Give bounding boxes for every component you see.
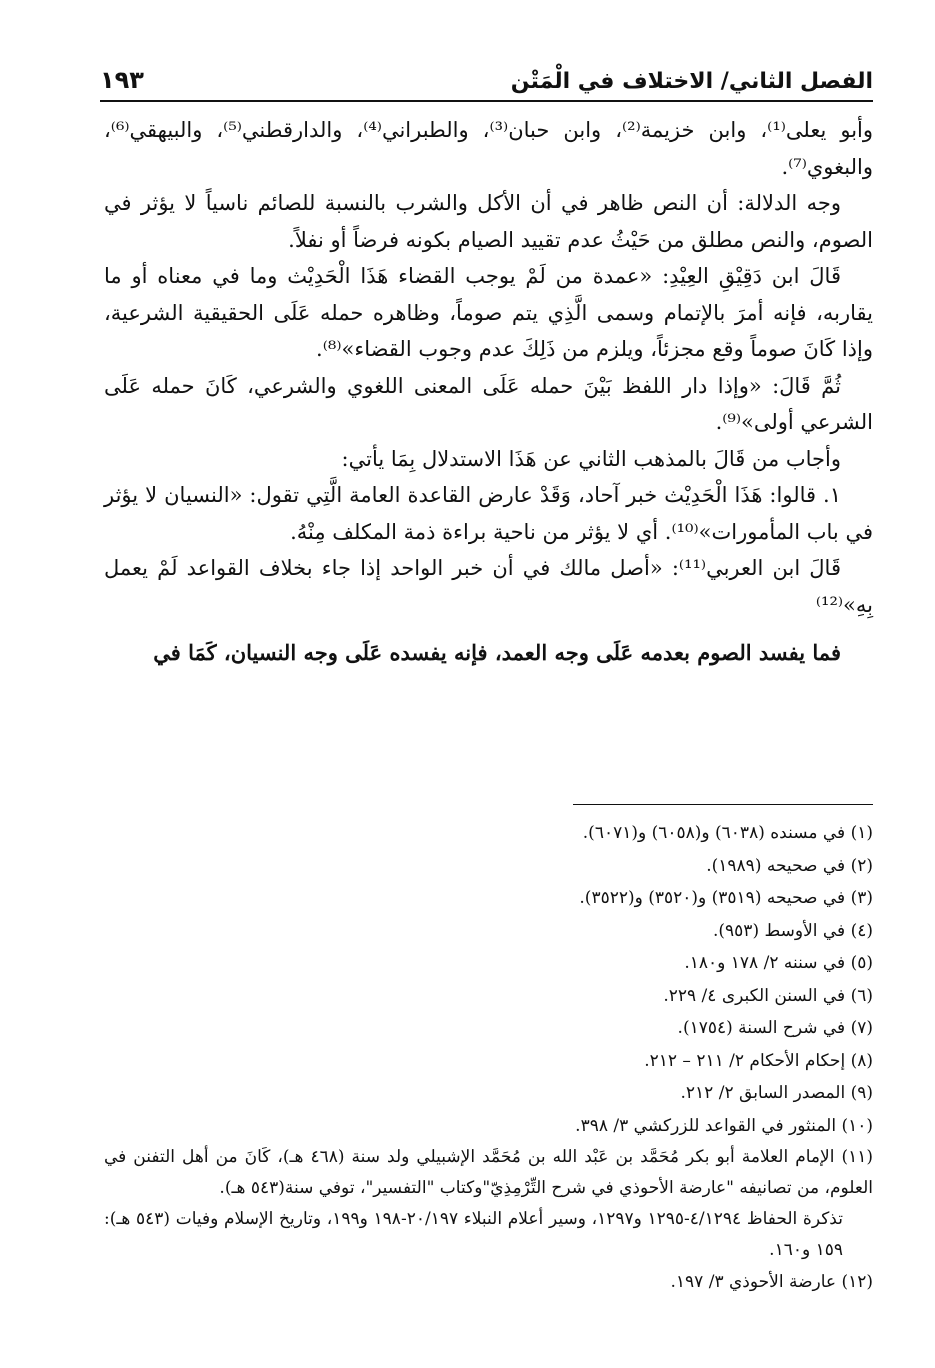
- paragraph: ثُمَّ قَالَ: «وإذا دار اللفظ بَيْنَ حمله عَلَى المعنى اللغوي والشرعي، كَانَ حمله عَلَى الشرعي أولى»⁽⁹⁾.: [104, 373, 873, 434]
- footnote: (١٠) المنثور في القواعد للزركشي ٣/ ٣٩٨.: [575, 1115, 873, 1136]
- footnote: (١١) الإمام العلامة أبو بكر مُحَمَّد بن عَبْد الله بن مُحَمَّد الإشبيلي ولد سنة (٤٦٨ هـ)، كَانَ من أهل التفنن في العلوم، من تصانيفه "عارضة الأحوذي في شرح التِّرْمِذِيّ"وكتاب "التفسير"، توفي سنة(٥٤٣ هـ).: [104, 1147, 873, 1198]
- footnote: (٦) في السنن الكبرى ٤/ ٢٢٩.: [663, 985, 873, 1006]
- paragraph: قَالَ ابن دَقِيْقِ العِيْدِ: «عمدة من لَمْ يوجب القضاء هَذَا الْحَدِيْث وما في معناه أو ما يقاربه، فإنه أمرَ بالإتمام وسمى الَّذِي يتم صوماً، وظاهره حمله عَلَى الحقيقية الشرعية، وإذا كَانَ صوماً وقع مجزئاً، ويلزم من ذَلِكَ عدم وجوب القضاء»⁽⁸⁾.: [104, 264, 873, 361]
- paragraph: قَالَ ابن العربي⁽¹¹⁾: «أصل مالك في أن خبر الواحد إذا جاء بخلاف القواعد لَمْ يعمل بِهِ»⁽¹²⁾: [104, 556, 873, 617]
- page-header: [100, 56, 873, 102]
- paragraph: ١. قالوا: هَذَا الْحَدِيْث خبر آحاد، وَقَدْ عارض القاعدة العامة الَّتِي تقول: «النسيان لا يؤثر في باب المأمورات»⁽¹⁰⁾. أي لا يؤثر من ناحية براءة ذمة المكلف مِنْهُ.: [104, 483, 873, 544]
- footnote: (٥) في سننه ٢/ ١٧٨ و١٨٠.: [684, 953, 873, 973]
- paragraph: فما يفسد الصوم بعدمه عَلَى وجه العمد، فإنه يفسده عَلَى وجه النسيان، كَمَا في: [153, 640, 841, 665]
- footnote: (٨) إحكام الأحكام ٢/ ٢١١ – ٢١٢.: [644, 1050, 873, 1071]
- footnote-separator: [573, 804, 873, 805]
- main-text: [104, 112, 873, 672]
- paragraph: وأبو يعلى⁽¹⁾، وابن خزيمة⁽²⁾، وابن حبان⁽³⁾، والطبراني⁽⁴⁾، والدارقطني⁽⁵⁾، والبيهقي⁽⁶⁾، والبغوي⁽⁷⁾.: [104, 118, 874, 179]
- footnote: (٣) في صحيحه (٣٥١٩) و(٣٥٢٠) و(٣٥٢٢).: [579, 888, 873, 908]
- footnote: (١) في مسنده (٦٠٣٨) و(٦٠٥٨) و(٦٠٧١).: [582, 823, 873, 843]
- paragraph: وجه الدلالة: أن النص ظاهر في أن الأكل والشرب بالنسبة للصائم ناسياً لا يؤثر في الصوم، والنص مطلق من حَيْثُ عدم تقييد الصيام بكونه فرضاً أو نفلاً.: [104, 191, 873, 252]
- footnote: (٩) المصدر السابق ٢/ ٢١٢.: [680, 1083, 873, 1103]
- footnote: (٢) في صحيحه (١٩٨٩).: [706, 855, 873, 876]
- footnote-continuation: تذكرة الحفاظ ٤/١٢٩٤-١٢٩٥ و١٢٩٧، وسير أعلام النبلاء ٢٠/١٩٧-١٩٨ و١٩٩، وتاريخ الإسلام وفيات (٥٤٣ هـ): ١٥٩ و١٦٠.: [104, 1209, 843, 1260]
- page-number: ١٩٣: [100, 66, 144, 94]
- chapter-title: الفصل الثاني/ الاختلاف في الْمَتْن: [510, 69, 873, 94]
- footnote: (٤) في الأوسط (٩٥٣).: [712, 920, 873, 941]
- footnote: (٧) في شرح السنة (١٧٥٤).: [677, 1018, 873, 1038]
- footnotes: [104, 817, 873, 1299]
- footnote: (١٢) عارضة الأحوذي ٣/ ١٩٧.: [670, 1272, 873, 1292]
- paragraph: وأجاب من قَالَ بالمذهب الثاني عن هَذَا الاستدلال بِمَا يأتي:: [341, 446, 841, 471]
